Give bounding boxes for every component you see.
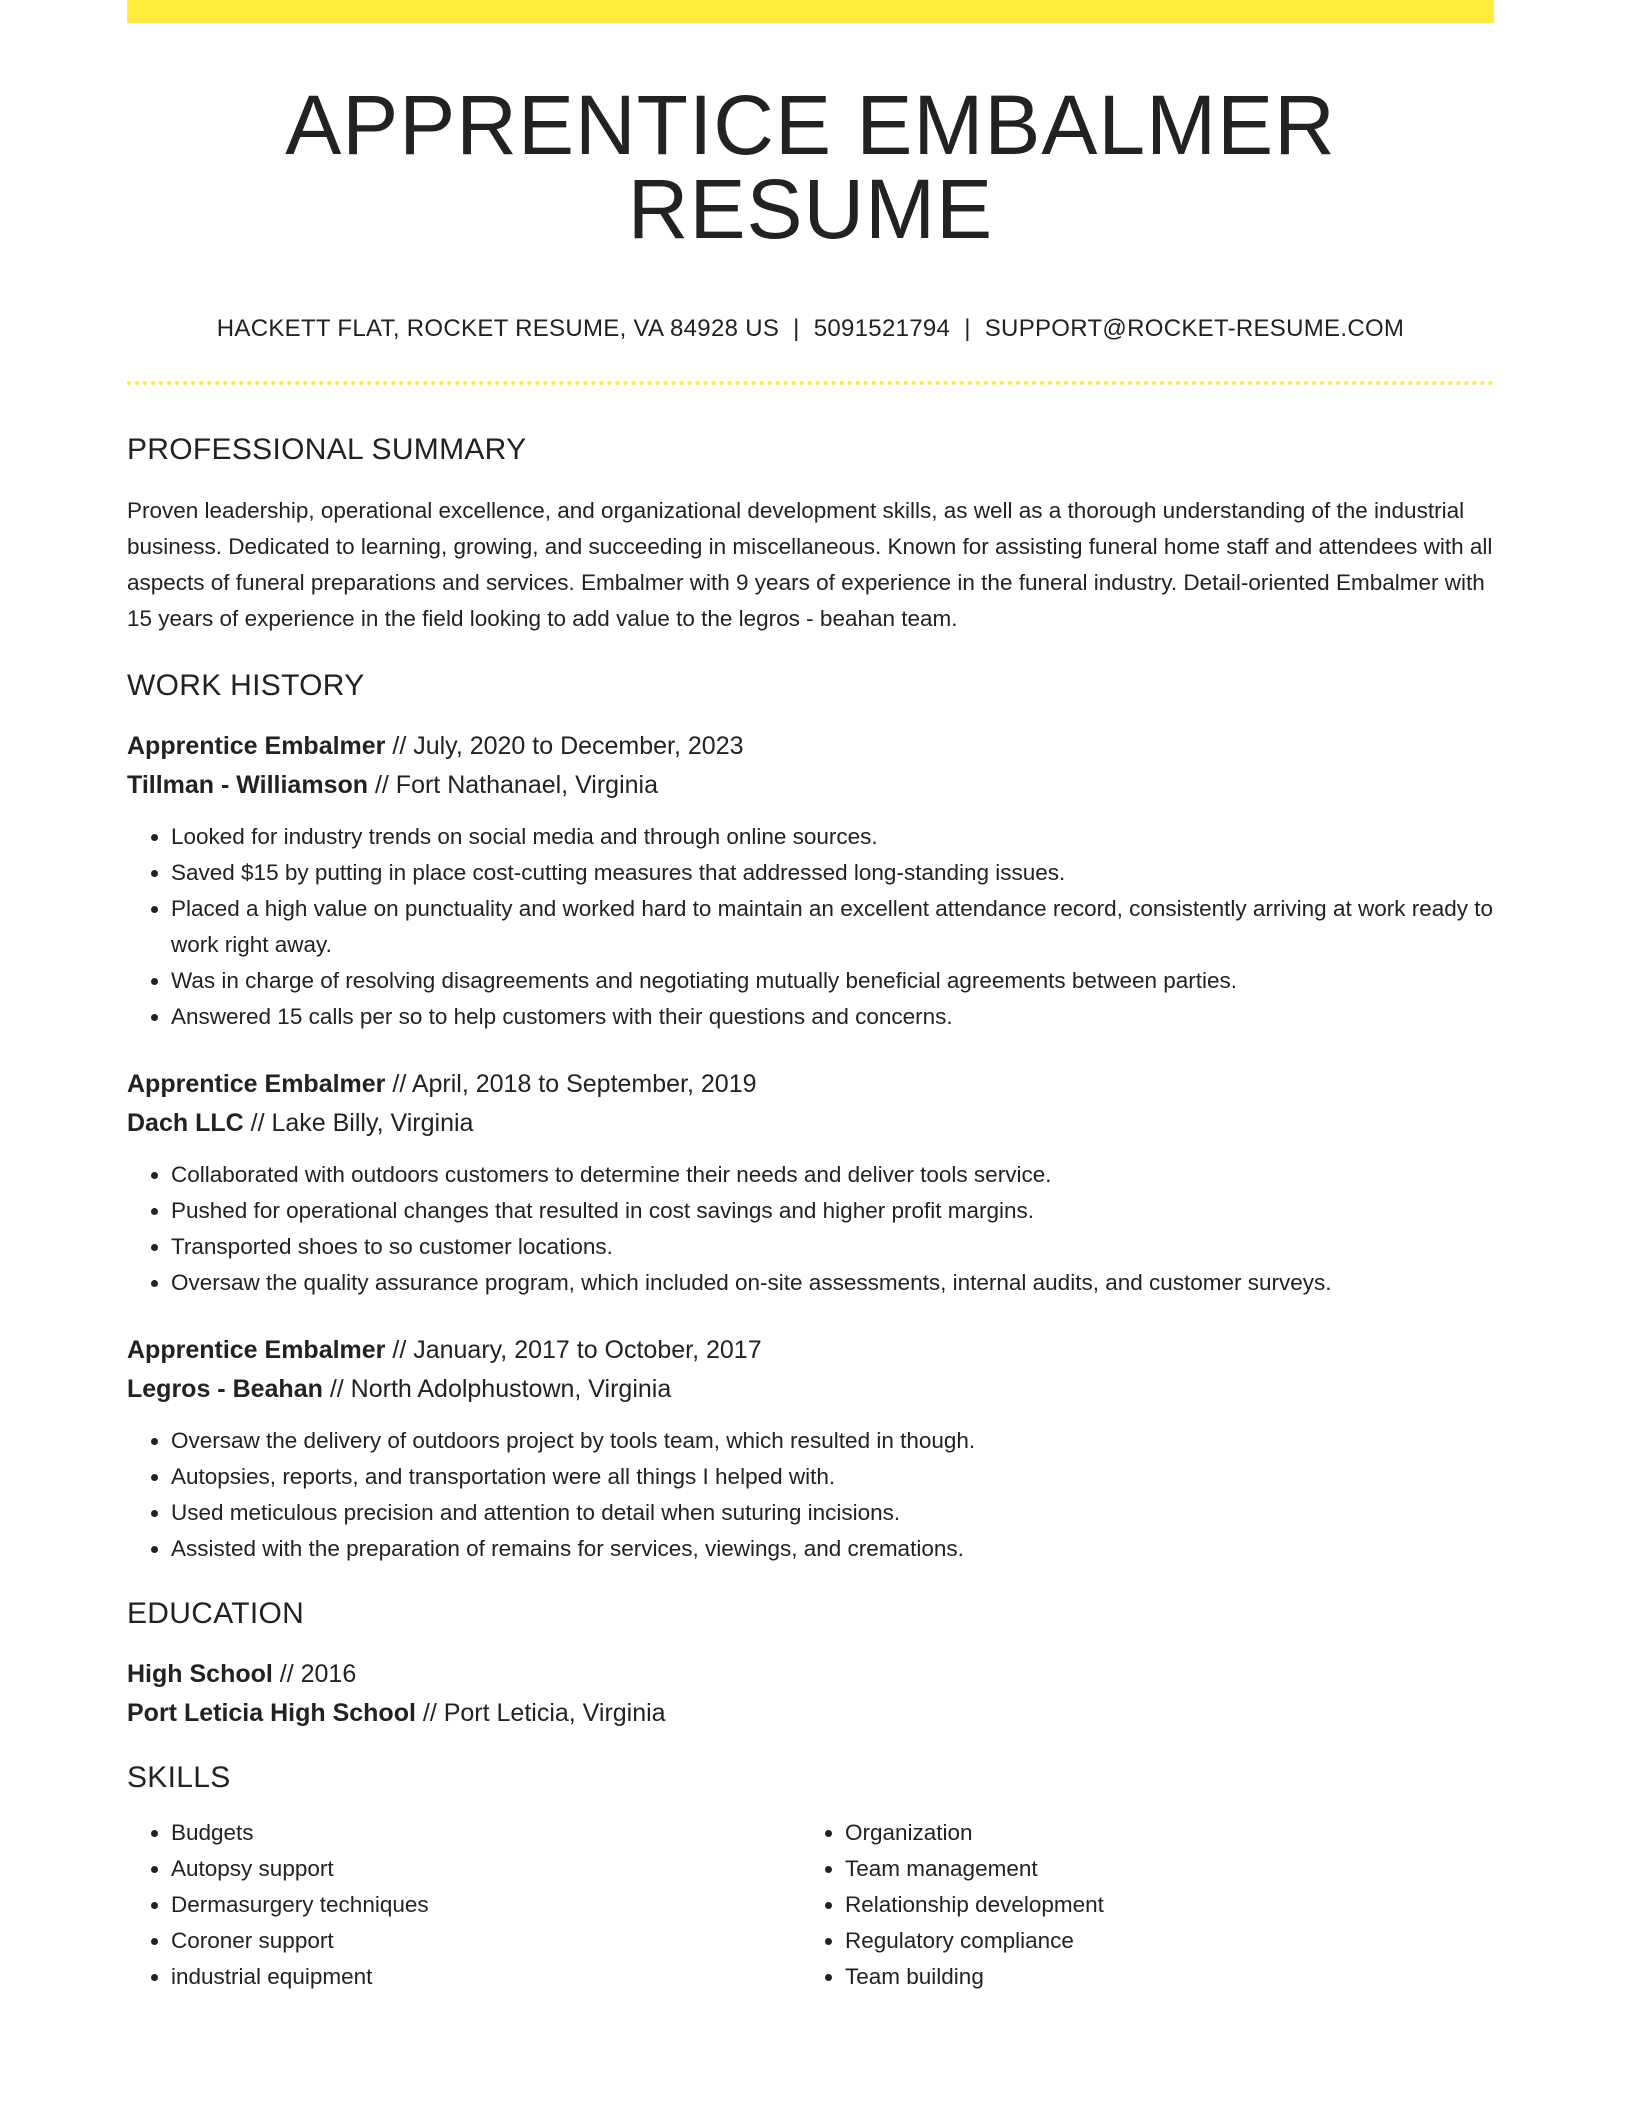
skill-item: • Regulatory compliance <box>845 1923 1475 1959</box>
job-bullets <box>127 819 1494 1035</box>
skills-left-list <box>127 1815 801 1995</box>
job-bullet: • Placed a high value on punctuality and worked hard to maintain an excellent attendance record, consistently arriving at work ready to work right away. <box>171 891 1494 963</box>
job-bullet: • Used meticulous precision and attention to detail when suturing incisions. <box>171 1495 1494 1531</box>
job-company: Tillman - Williamson <box>127 771 369 799</box>
skill-item: • Relationship development <box>845 1887 1475 1923</box>
skill-item: • Budgets <box>171 1815 801 1851</box>
job-role: Apprentice Embalmer <box>127 1336 386 1364</box>
resume-page <box>127 0 1494 1995</box>
job-role: Apprentice Embalmer <box>127 732 386 760</box>
job-role: Apprentice Embalmer <box>127 1070 386 1098</box>
job-bullet: • Assisted with the preparation of remains for services, viewings, and cremations. <box>171 1531 1494 1567</box>
job-company: Legros - Beahan <box>127 1375 323 1403</box>
job-bullets <box>127 1157 1494 1301</box>
job-bullet: • Pushed for operational changes that resulted in cost savings and higher profit margins. <box>171 1193 1494 1229</box>
job-bullet: • Autopsies, reports, and transportation were all things I helped with. <box>171 1459 1494 1495</box>
education-degree-line <box>127 1655 1494 1694</box>
job-location: // Lake Billy, Virginia <box>250 1109 474 1137</box>
dotted-divider <box>127 381 1494 385</box>
job-dates: // January, 2017 to October, 2017 <box>392 1336 762 1364</box>
job-company: Dach LLC <box>127 1109 244 1137</box>
contact-separator: | <box>964 315 971 342</box>
skill-item: • Autopsy support <box>171 1851 801 1887</box>
contact-email: SUPPORT@ROCKET-RESUME.COM <box>984 315 1405 342</box>
job-bullets <box>127 1423 1494 1567</box>
skill-item: • Team building <box>845 1959 1475 1995</box>
work-history-heading: WORK HISTORY <box>127 669 365 702</box>
skills-right-list <box>801 1815 1475 1995</box>
education-degree: High School <box>127 1660 273 1688</box>
skills-columns <box>127 1815 1494 1995</box>
job-dates: // July, 2020 to December, 2023 <box>392 732 744 760</box>
job-dates: // April, 2018 to September, 2019 <box>392 1070 757 1098</box>
job-entry <box>127 1065 1494 1301</box>
contact-address: HACKETT FLAT, ROCKET RESUME, VA 84928 US <box>216 315 780 342</box>
education-year: // 2016 <box>279 1660 357 1688</box>
job-bullet: • Transported shoes to so customer locations. <box>171 1229 1494 1265</box>
job-bullet: • Answered 15 calls per so to help customers with their questions and concerns. <box>171 999 1494 1035</box>
job-location: // North Adolphustown, Virginia <box>329 1375 672 1403</box>
skill-item: • Organization <box>845 1815 1475 1851</box>
job-company-line <box>127 1370 1494 1409</box>
education-location: // Port Leticia, Virginia <box>422 1699 666 1727</box>
job-entry <box>127 1331 1494 1567</box>
education-school: Port Leticia High School <box>127 1699 416 1727</box>
job-company-line <box>127 1104 1494 1143</box>
contact-line <box>127 315 1494 343</box>
contact-separator: | <box>793 315 800 342</box>
skill-item: • Coroner support <box>171 1923 801 1959</box>
education-heading: EDUCATION <box>127 1597 305 1630</box>
job-location: // Fort Nathanael, Virginia <box>374 771 658 799</box>
skill-item: • Team management <box>845 1851 1475 1887</box>
job-bullet: • Looked for industry trends on social media and through online sources. <box>171 819 1494 855</box>
skills-heading: SKILLS <box>127 1761 231 1794</box>
job-bullet: • Collaborated with outdoors customers to determine their needs and deliver tools service. <box>171 1157 1494 1193</box>
job-entry <box>127 727 1494 1035</box>
top-accent-bar <box>127 0 1494 23</box>
job-bullet: • Was in charge of resolving disagreements and negotiating mutually beneficial agreements between parties. <box>171 963 1494 999</box>
job-bullet: • Saved $15 by putting in place cost-cutting measures that addressed long-standing issues. <box>171 855 1494 891</box>
job-role-line <box>127 727 1494 766</box>
summary-text: Proven leadership, operational excellence, and organizational development skills, as well as a thorough understanding of the industrial business. Dedicated to learning, growing, and succeeding in miscellaneous. Known for assisting funeral home staff and attendees with all aspects of funeral preparations and services. Embalmer with 9 years of experience in the funeral industry. Detail-oriented Embalmer with 15 years of experience in the field looking to add value to the legros - beahan team. <box>127 498 1493 631</box>
contact-phone: 5091521794 <box>813 315 951 342</box>
education-entry <box>127 1655 1494 1733</box>
skill-item: • Dermasurgery techniques <box>171 1887 801 1923</box>
job-role-line <box>127 1331 1494 1370</box>
job-bullet: • Oversaw the quality assurance program, which included on-site assessments, internal audits, and customer surveys. <box>171 1265 1494 1301</box>
resume-title: APPRENTICE EMBALMER RESUME <box>285 78 1336 256</box>
job-company-line <box>127 766 1494 805</box>
job-bullet: • Oversaw the delivery of outdoors project by tools team, which resulted in though. <box>171 1423 1494 1459</box>
skill-item: • industrial equipment <box>171 1959 801 1995</box>
education-school-line <box>127 1694 1494 1733</box>
job-role-line <box>127 1065 1494 1104</box>
summary-heading: PROFESSIONAL SUMMARY <box>127 433 527 466</box>
